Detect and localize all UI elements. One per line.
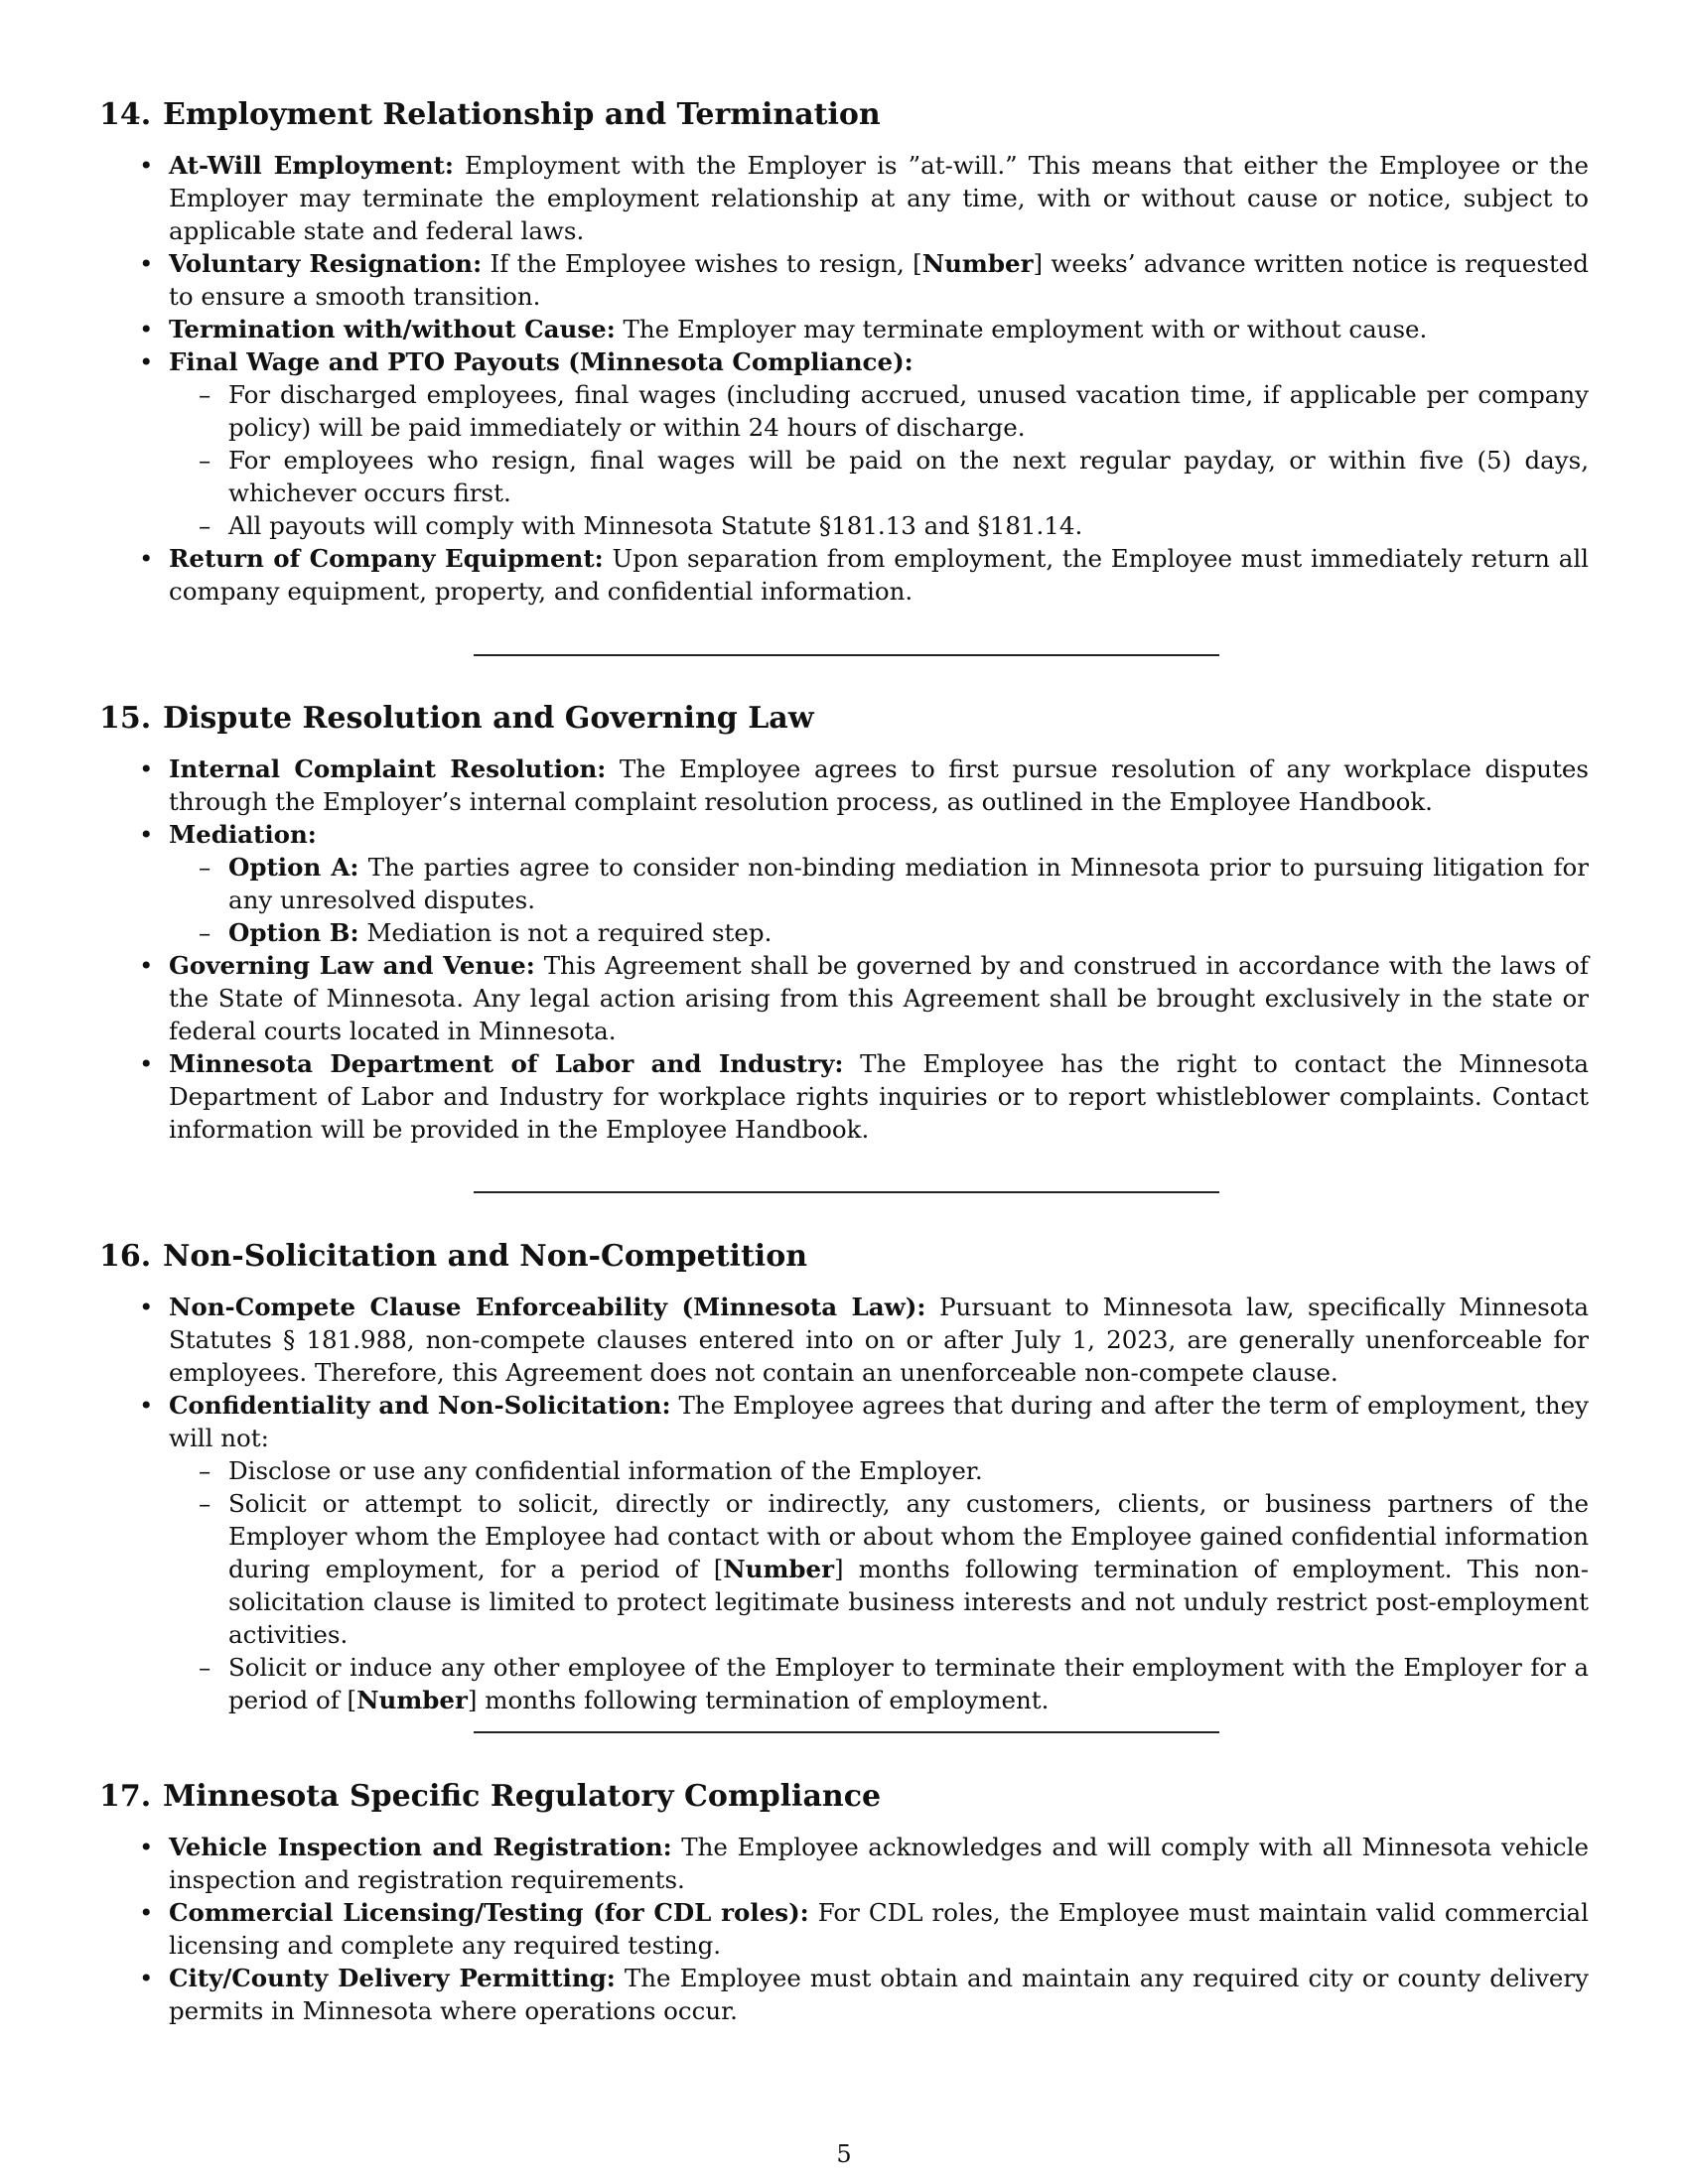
section-list	[169, 1831, 1589, 2027]
placeholder-number: Number	[356, 1686, 468, 1714]
page-number: 5	[836, 2140, 852, 2168]
list-item: • City/County Delivery Permitting: The Employee must obtain and maintain any required city or county delivery permits in Minnesota where operations occur.	[169, 1962, 1589, 2027]
sub-list	[228, 851, 1589, 949]
section-heading: 14. Employment Relationship and Termination	[99, 97, 881, 132]
list-item: • Termination with/without Cause: The Employer may terminate employment with or without cause.	[169, 313, 1589, 345]
list-item: • Confidentiality and Non-Solicitation: The Employee agrees that during and after the term of employment, they will not: – Disclose or use any confidential information of the Employer. – Solicit or attempt to solicit, directly or indirectly, any customers, clients, or business partners of the Employer whom the Employee had contact with or about whom the Employee gained confidential information during employment, for a period of [Number] months following termination of employment. This non-solicitation clause is limited to protect legitimate business interests and not unduly restrict post-employment activities. – Solicit or induce any other employee of the Employer to terminate their employment with the Employer for a period of [Number] months following termination of employment.	[169, 1389, 1589, 1716]
section-heading: 15. Dispute Resolution and Governing Law	[99, 701, 814, 736]
section-15	[99, 699, 1589, 1146]
section-17	[99, 1777, 1589, 2027]
section-divider	[474, 654, 1219, 656]
list-item: • At-Will Employment: Employment with the Employer is ”at-will.” This means that either the Employee or the Employer may terminate the employment relationship at any time, with or without cause or notice, subject to applicable state and federal laws.	[169, 149, 1589, 247]
section-list	[169, 149, 1589, 608]
sub-list	[228, 378, 1589, 542]
list-item: • Internal Complaint Resolution: The Employee agrees to first pursue resolution of any workplace disputes through the Employer’s internal complaint resolution process, as outlined in the Employee Handbook.	[169, 752, 1589, 818]
list-item: • Minnesota Department of Labor and Industry: The Employee has the right to contact the Minnesota Department of Labor and Industry for workplace rights inquiries or to report whistleblower complaints. Contact information will be provided in the Employee Handbook.	[169, 1047, 1589, 1146]
placeholder-number: Number	[921, 249, 1034, 278]
section-divider	[474, 1191, 1219, 1193]
sub-list-item: – All payouts will comply with Minnesota Statute §181.13 and §181.14.	[228, 509, 1589, 542]
placeholder-number: Number	[723, 1555, 835, 1583]
list-item: • Commercial Licensing/Testing (for CDL roles): For CDL roles, the Employee must maintain valid commercial licensing and complete any required testing.	[169, 1896, 1589, 1962]
section-16	[99, 1237, 1589, 1716]
list-item: • Mediation: – Option A: The parties agree to consider non-binding mediation in Minnesota prior to pursuing litigation for any unresolved disputes. – Option B: Mediation is not a required step.	[169, 818, 1589, 949]
list-item: • Voluntary Resignation: If the Employee wishes to resign, [Number] weeks’ advance written notice is requested to ensure a smooth transition.	[169, 247, 1589, 313]
section-list	[169, 1291, 1589, 1716]
section-heading: 16. Non-Solicitation and Non-Competition	[99, 1239, 808, 1274]
sub-list-item: – Solicit or attempt to solicit, directly or indirectly, any customers, clients, or business partners of the Employer whom the Employee had contact with or about whom the Employee gained confidential information during employment, for a period of [Number] months following termination of employment. This non-solicitation clause is limited to protect legitimate business interests and not unduly restrict post-employment activities.	[228, 1487, 1589, 1651]
sub-list-item: – For discharged employees, final wages (including accrued, unused vacation time, if applicable per company policy) will be paid immediately or within 24 hours of discharge.	[228, 378, 1589, 444]
section-heading: 17. Minnesota Specific Regulatory Compliance	[99, 1779, 882, 1814]
section-divider	[474, 1731, 1219, 1733]
sub-list-item: – For employees who resign, final wages will be paid on the next regular payday, or within five (5) days, whichever occurs first.	[228, 444, 1589, 509]
list-item: • Vehicle Inspection and Registration: The Employee acknowledges and will comply with all Minnesota vehicle inspection and registration requirements.	[169, 1831, 1589, 1896]
list-item: • Governing Law and Venue: This Agreement shall be governed by and construed in accordance with the laws of the State of Minnesota. Any legal action arising from this Agreement shall be brought exclusively in the state or federal courts located in Minnesota.	[169, 949, 1589, 1047]
sub-list-item: – Disclose or use any confidential information of the Employer.	[228, 1454, 1589, 1487]
sub-list-item: – Solicit or induce any other employee of the Employer to terminate their employment with the Employer for a period of [Number] months following termination of employment.	[228, 1651, 1589, 1716]
sub-list-item: – Option B: Mediation is not a required step.	[228, 916, 1589, 949]
list-item: • Return of Company Equipment: Upon separation from employment, the Employee must immediately return all company equipment, property, and confidential information.	[169, 542, 1589, 608]
sub-list-item: – Option A: The parties agree to consider non-binding mediation in Minnesota prior to pursuing litigation for any unresolved disputes.	[228, 851, 1589, 916]
section-list	[169, 752, 1589, 1146]
list-item: • Final Wage and PTO Payouts (Minnesota Compliance): – For discharged employees, final wages (including accrued, unused vacation time, if applicable per company policy) will be paid immediately or within 24 hours of discharge. – For employees who resign, final wages will be paid on the next regular payday, or within five (5) days, whichever occurs first. – All payouts will comply with Minnesota Statute §181.13 and §181.14.	[169, 345, 1589, 542]
sub-list	[228, 1454, 1589, 1716]
list-item: • Non-Compete Clause Enforceability (Minnesota Law): Pursuant to Minnesota law, specifically Minnesota Statutes § 181.988, non-compete clauses entered into on or after July 1, 2023, are generally unenforceable for employees. Therefore, this Agreement does not contain an unenforceable non-compete clause.	[169, 1291, 1589, 1389]
section-14	[99, 95, 1589, 608]
